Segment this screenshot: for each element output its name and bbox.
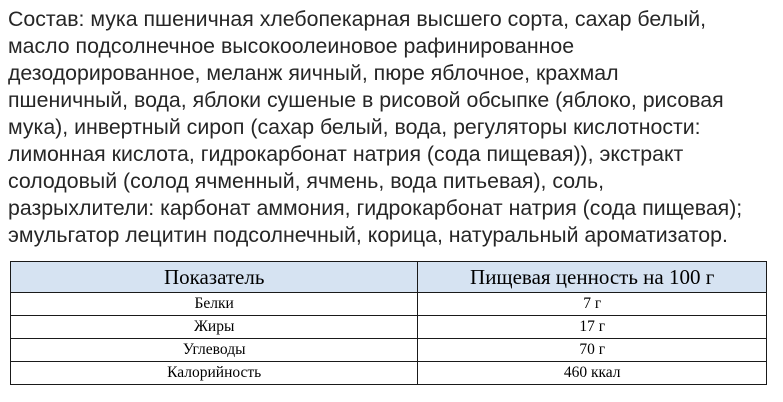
ingredients-line: солодовый (солод ячменный, ячмень, вода питьевая), соль, <box>8 169 605 193</box>
table-row <box>11 316 767 339</box>
row-value-carbs: 70 г <box>418 339 767 362</box>
row-name-fat: Жиры <box>11 316 418 339</box>
ingredients-line: пшеничный, вода, яблоки сушеные в рисовой обсыпке (яблоко, рисовая <box>8 88 724 112</box>
ingredients-line: лимонная кислота, гидрокарбонат натрия (сода пищевая)), экстракт <box>8 142 684 166</box>
row-name-carbs: Углеводы <box>11 339 418 362</box>
ingredients-line: масло подсолнечное высокоолеиновое рафинированное <box>8 34 575 58</box>
nutrition-table-header <box>11 262 767 293</box>
ingredients-line: разрыхлители: карбонат аммония, гидрокарбонат натрия (сода пищевая); <box>8 196 743 220</box>
nutrition-table <box>10 261 767 385</box>
row-name-calories: Калорийность <box>11 362 418 385</box>
table-row <box>11 293 767 316</box>
nutrition-table-body <box>11 293 767 385</box>
table-row <box>11 339 767 362</box>
ingredients-line: эмульгатор лецитин подсолнечный, корица, натуральный ароматизатор. <box>8 223 728 247</box>
row-value-calories: 460 ккал <box>418 362 767 385</box>
header-indicator: Показатель <box>11 262 418 293</box>
row-value-protein: 7 г <box>418 293 767 316</box>
row-name-protein: Белки <box>11 293 418 316</box>
ingredients-line: Состав: мука пшеничная хлебопекарная высшего сорта, сахар белый, <box>8 7 707 31</box>
ingredients-line: дезодорированное, меланж яичный, пюре яблочное, крахмал <box>8 61 619 85</box>
ingredients-line: мука), инвертный сироп (сахар белый, вода, регуляторы кислотности: <box>8 115 701 139</box>
row-value-fat: 17 г <box>418 316 767 339</box>
table-row <box>11 362 767 385</box>
ingredients-text <box>8 6 783 249</box>
header-nutritional-value: Пищевая ценность на 100 г <box>418 262 767 293</box>
header-row <box>11 262 767 293</box>
